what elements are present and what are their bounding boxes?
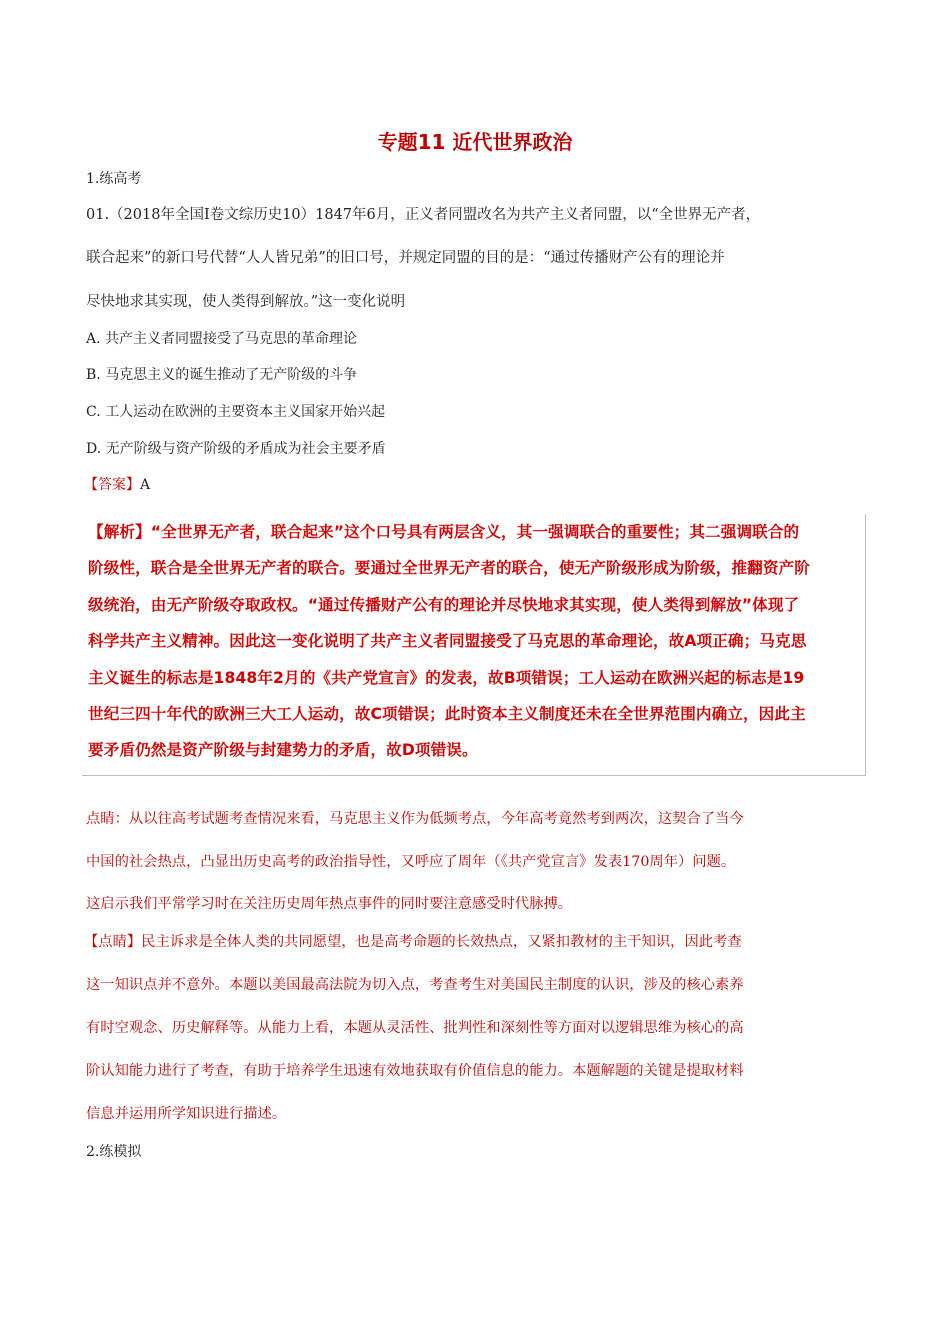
page-title: 专题11 近代世界政治 [377, 130, 573, 154]
answer-value: A [140, 477, 151, 493]
dianjing-bracket-line: 这一知识点并不意外。本题以美国最高法院为切入点，考查考生对美国民主制度的认识，涉及的核心素养 [86, 977, 744, 993]
answer-line [84, 474, 150, 494]
analysis-line: 要矛盾仍然是资产阶级与封建势力的矛盾，故D项错误。 [88, 741, 478, 759]
dianjing-bracket-line: 信息并运用所学知识进行描述。 [86, 1106, 287, 1122]
analysis-line: 主义诞生的标志是1848年2月的《共产党宣言》的发表，故B项错误；工人运动在欧洲兴起的标志是19 [88, 669, 805, 687]
question-text-line: 联合起来”的新口号代替“人人皆兄弟”的旧口号，并规定同盟的目的是：“通过传播财产公有的理论并 [86, 250, 725, 266]
section-heading-lian-moni: 2.练模拟 [86, 1144, 142, 1160]
dianjing-bracket-line: 【点睛】民主诉求是全体人类的共同愿望，也是高考命题的长效热点，又紧扣教材的主干知识，因此考查 [84, 934, 742, 950]
question-text-line: 01.（2018年全国Ⅰ卷文综历史10）1847年6月，正义者同盟改名为共产主义者同盟，以“全世界无产者， [86, 207, 761, 223]
option-c: C. 工人运动在欧洲的主要资本主义国家开始兴起 [86, 404, 386, 420]
dianjing-bracket-line: 有时空观念、历史解释等。从能力上看，本题从灵活性、批判性和深刻性等方面对以逻辑思维为核心的高 [86, 1020, 744, 1036]
analysis-line: 级统治，由无产阶级夺取政权。“通过传播财产公有的理论并尽快地求其实现，使人类得到解放”体现了 [88, 596, 800, 614]
section-heading-lian-gaokao: 1.练高考 [86, 171, 142, 187]
option-d: D. 无产阶级与资产阶级的矛盾成为社会主要矛盾 [86, 441, 386, 457]
dianjing-note-line: 点睛：从以往高考试题考查情况来看，马克思主义作为低频考点，今年高考竟然考到两次，这契合了当今 [86, 811, 744, 827]
option-b: B. 马克思主义的诞生推动了无产阶级的斗争 [86, 367, 358, 383]
dianjing-bracket-line: 阶认知能力进行了考查，有助于培养学生迅速有效地获取有价值信息的能力。本题解题的关键是提取材料 [86, 1063, 744, 1079]
analysis-box [82, 514, 866, 776]
question-text-line: 尽快地求其实现，使人类得到解放。”这一变化说明 [86, 294, 406, 310]
answer-label: 【答案】 [84, 477, 140, 493]
analysis-line: 阶级性，联合是全世界无产者的联合。要通过全世界无产者的联合，使无产阶级形成为阶级，推翻资产阶 [88, 559, 810, 577]
dianjing-note-line: 这启示我们平常学习时在关注历史周年热点事件的同时要注意感受时代脉搏。 [86, 896, 573, 912]
analysis-line: 科学共产主义精神。因此这一变化说明了共产主义者同盟接受了马克思的革命理论，故A项正确；马克思 [88, 632, 807, 650]
dianjing-note-line: 中国的社会热点，凸显出历史高考的政治指导性，又呼应了周年（《共产党宣言》发表170周年）问题。 [86, 854, 736, 870]
analysis-line: 【解析】“全世界无产者，联合起来”这个口号具有两层含义，其一强调联合的重要性；其二强调联合的 [88, 523, 800, 541]
option-a: A. 共产主义者同盟接受了马克思的革命理论 [86, 331, 358, 347]
analysis-line: 世纪三四十年代的欧洲三大工人运动，故C项错误；此时资本主义制度还未在全世界范围内确立，因此主 [88, 705, 806, 723]
